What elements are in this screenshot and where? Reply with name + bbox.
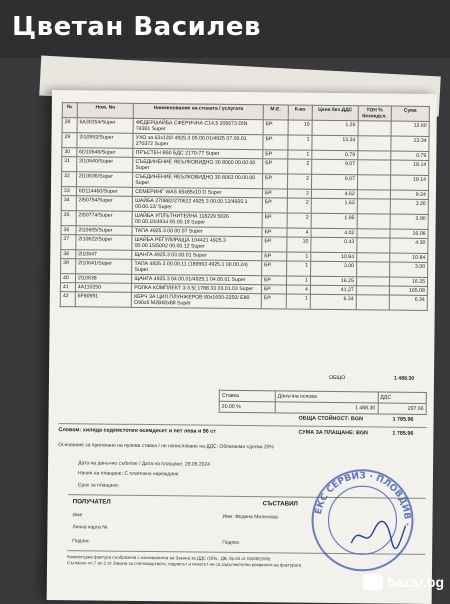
row-sum: 0.79 [390, 151, 428, 160]
row-number: 33 [61, 187, 76, 196]
row-name: ТАПА 4925.3 00.00.11 (189963 4925.1 00.00.24) Super [132, 259, 262, 275]
col-qty: К-во [288, 105, 313, 120]
row-sum: 6.34 [389, 295, 427, 310]
row-price: 16.25 [310, 276, 356, 285]
row-name: ШАЙБА УПЛЪТНИТЕЛНА 118229 5026 00.00.10/4934 00.00.18 Super [132, 211, 262, 227]
base-header: Данъчна основа [275, 391, 378, 403]
row-qty: 1 [286, 276, 311, 285]
footer-note-2: Съгласно чл.7 ал.1 от Закона за счетоводството, подписът и печатът не са задължителни реквизити на фактурата [67, 560, 302, 568]
col-code: Ном. No [77, 103, 134, 119]
row-unit: БР. [261, 294, 286, 309]
row-sum: 165.08 [389, 286, 427, 295]
row-number: 40 [60, 274, 75, 283]
vat-basis-note: Основание за прилагане на нулева ставка / не начисляване на ДДС: Облагаеми сделки 20% [58, 442, 274, 451]
row-number: 42 [60, 292, 75, 307]
total-value-label: ОБЩА СТОЙНОСТ: BGN [298, 415, 363, 423]
row-discount [357, 238, 390, 253]
row-unit: БР. [263, 120, 288, 135]
row-qty: 10 [288, 120, 313, 135]
row-code: 2I10622/Super [76, 235, 133, 251]
row-sum: 18.14 [390, 175, 428, 190]
col-name: Наименование на стоката / услугата [134, 103, 264, 119]
vat-base: 1 488.30 [275, 402, 378, 414]
row-sum: 18.14 [390, 160, 428, 175]
total-net-label: ОБЩО [328, 374, 346, 382]
row-discount [356, 262, 389, 277]
row-unit: БР. [262, 198, 287, 213]
seller-name: Цветан Василев [12, 12, 261, 42]
row-sum: 16.08 [390, 229, 428, 238]
row-qty: 1 [286, 261, 311, 276]
vat-rate: 20.00 % [219, 401, 275, 413]
row-code: 6D10646/Super [77, 148, 134, 158]
row-qty: 10 [286, 237, 311, 252]
row-number: 41 [60, 283, 75, 292]
row-number: 30 [62, 148, 77, 157]
row-code: 6F80991 [75, 292, 132, 308]
row-sum: 9.24 [390, 190, 428, 199]
row-name: КБРЧ ЗА ЦИЛ.ПЛУНЖЕРОВ 80х1650-2250/ Е80 О90х5 М2В60х88 Super [132, 292, 262, 308]
row-discount [357, 253, 390, 262]
recipient-heading: ПОЛУЧАТЕЛ [72, 498, 111, 506]
row-code: 4A110250 [75, 283, 132, 293]
invoice-page [47, 90, 437, 604]
row-price: 4.62 [311, 189, 357, 198]
row-discount [358, 121, 391, 136]
total-net-value: 1 488.30 [393, 375, 415, 382]
row-code: 6D114460/Super [76, 187, 133, 197]
composer-sign-label: Подпис [222, 539, 240, 546]
row-qty: 1 [287, 135, 312, 150]
row-sum: 16.25 [389, 277, 427, 286]
row-code: 2I10605/Super [76, 226, 133, 236]
vat-header: ДДС [378, 392, 427, 404]
row-code: 6A30354/Super [77, 118, 134, 134]
col-unit: М.Е. [263, 105, 288, 120]
row-discount [357, 190, 390, 199]
row-price: 13.34 [312, 135, 358, 150]
col-number: № [62, 103, 77, 118]
row-discount [356, 286, 389, 295]
row-number: 32 [61, 172, 76, 187]
row-unit: БР. [263, 135, 288, 150]
row-number: 29 [62, 133, 77, 148]
row-qty: 2 [287, 189, 312, 198]
row-name: СЕМЕРИНГ WAS 65х85х10 D Super [133, 187, 263, 197]
row-number: 38 [61, 250, 76, 259]
row-qty: 1 [286, 252, 311, 261]
row-discount [356, 295, 389, 310]
row-qty: 2 [287, 174, 312, 189]
row-discount [357, 160, 390, 175]
row-discount [358, 136, 391, 151]
seller-banner [0, 0, 450, 58]
row-qty: 4 [286, 285, 311, 294]
row-name: РОЛКА КОМПЛЕКТ 3-3.5( 1788.33 03.01.03 Super [132, 283, 262, 293]
row-code: 2I10592/Super [77, 133, 134, 149]
row-price: 6.34 [310, 294, 356, 309]
row-qty: 2 [287, 198, 312, 213]
col-sum: Сума [391, 106, 429, 121]
row-unit: БР. [261, 285, 286, 294]
row-name: ШАЙБА 270882/270622 4925.3 00.00.13/4925.1 00.00.12/ Super [133, 196, 263, 212]
row-number: 31 [62, 157, 77, 172]
row-sum: 13.34 [391, 136, 429, 151]
row-name: СЪЕДИНЕНИЕ ЯБЪЛКОВИДНО 30 8063 00.00.00 Super [133, 172, 263, 188]
row-price: 3.00 [311, 261, 357, 276]
pay-amount-value: 1 785.96 [392, 430, 414, 437]
tax-event-date: Дата на данъчно събитие / Дата на плащане: 28.06.2024 [78, 460, 210, 468]
row-discount [357, 214, 390, 229]
row-unit: БР. [262, 174, 287, 189]
items-table [60, 102, 430, 311]
row-unit: БР. [262, 237, 287, 252]
footer-note-1: Компютърна фактура съобразена с изискванията на Закона за ДДС (Обн., ДВ, бр.63 от 04/08/2006) [67, 554, 271, 562]
row-price: 41.27 [310, 285, 356, 294]
composer-heading: СЪСТАВИЛ [262, 500, 298, 508]
amount-in-words: Словом: хиляда седемстотин осемдесет и пет лева и 96 ст [58, 427, 216, 435]
row-number: 34 [61, 196, 76, 211]
row-qty: 4 [287, 228, 312, 237]
row-name: ШАЙБА РЕГУЛИРАЩА 104421 4925.3 00.00.15/5002 00.00.12 Super [132, 235, 262, 251]
row-price: 0.43 [311, 237, 357, 252]
row-unit: БР. [262, 261, 287, 276]
row-unit: БР. [263, 159, 288, 174]
row-name: СЪЕДИНЕНИЕ ЯБЪЛКОВИДНО 30 8060 00.00.00 Super [133, 157, 263, 173]
row-unit: БР. [262, 252, 287, 261]
table-row [60, 292, 427, 311]
row-code: 2I10636/Super [76, 172, 133, 188]
row-name: ЩАНГА 4925.3 04.00.01/4925.1 04.00.01 Super [132, 274, 262, 284]
row-name: ЩАНГА 4925.3 03.00.01 Super [132, 250, 262, 260]
row-price: 1.95 [311, 213, 357, 228]
row-discount [356, 277, 389, 286]
row-price: 1.26 [312, 120, 358, 135]
row-price: 4.02 [311, 228, 357, 237]
row-discount [357, 199, 390, 214]
row-number: 37 [61, 235, 76, 250]
rate-header: Ставка [219, 390, 275, 402]
payment-due: Срок за плащане: [77, 482, 120, 489]
total-value: 1 785.96 [392, 416, 414, 423]
recipient-id-label: Лична карта № [72, 524, 108, 531]
row-number: 28 [62, 118, 77, 133]
row-qty: 1 [287, 150, 312, 159]
row-discount [358, 151, 391, 160]
row-price: 9.07 [312, 159, 358, 174]
row-price: 1.63 [311, 198, 357, 213]
row-code: 2I10641/Super [75, 259, 132, 275]
row-unit: БР. [263, 150, 288, 159]
row-price: 10.84 [311, 252, 357, 261]
row-sum: 3.90 [390, 214, 428, 229]
vat-amount: 297.66 [378, 403, 427, 415]
bazar-logo-icon [363, 574, 383, 590]
col-discount: ТОН % безнедсл. [358, 106, 391, 121]
row-qty: 1 [286, 294, 311, 309]
row-sum: 4.30 [389, 238, 427, 253]
row-discount [357, 229, 390, 238]
row-number: 35 [61, 211, 76, 226]
handwritten-signature [347, 513, 407, 554]
row-name: ФЕДЕРШАЙБА СФЕРИЧНА С14,5 205673 DIN 74361 Super [133, 118, 263, 134]
row-unit: БР. [262, 228, 287, 237]
recipient-name-label: Име [72, 512, 83, 519]
svg-text:ЕКС СЕРВИЗ · ПЛОВДИВ ·: ЕКС СЕРВИЗ · ПЛОВДИВ · [313, 471, 412, 527]
row-name: УХО за 63х130/ 4925.3 05.00.01/4925 07.00.01 270372 Super [133, 133, 263, 149]
row-number: 36 [61, 226, 76, 235]
row-qty: 2 [287, 213, 312, 228]
row-sum: 10.84 [389, 253, 427, 262]
row-sum: 3.26 [390, 199, 428, 214]
row-name: ТАПА 4925.3 00.00.07 Super [132, 226, 262, 236]
row-number: 39 [61, 259, 76, 274]
recipient-sign-label: Подпис [72, 538, 90, 545]
vat-summary [219, 390, 427, 415]
row-code: 2I50774/Super [76, 211, 133, 227]
composer-name: Име: Федина Миленова [222, 513, 278, 521]
row-sum: 12.60 [391, 121, 429, 136]
site-watermark [363, 574, 444, 590]
row-code: 2I50754/Super [76, 196, 133, 212]
row-code: 2I10638 [75, 274, 132, 284]
payment-method: Начин на плащане: С платежно нареждане [77, 470, 179, 478]
row-discount [357, 175, 390, 190]
row-unit: БР. [262, 213, 287, 228]
watermark-text: bazar.bg [387, 574, 444, 590]
row-unit: БР. [261, 276, 286, 285]
row-code: 2I10647 [76, 250, 133, 260]
row-price: 0.79 [312, 150, 358, 159]
col-price: Цена без ДДС [312, 105, 358, 120]
pay-amount-label: СУМА ЗА ПЛАЩАНЕ: BGN [298, 429, 368, 437]
row-code: 2I10640/Super [76, 157, 133, 173]
row-qty: 2 [287, 159, 312, 174]
row-price: 9.07 [311, 174, 357, 189]
row-name: ПРЪСТЕН В50 БДС 2170-77 Super [133, 148, 263, 158]
row-unit: БР. [262, 189, 287, 198]
row-sum: 3.00 [389, 262, 427, 277]
